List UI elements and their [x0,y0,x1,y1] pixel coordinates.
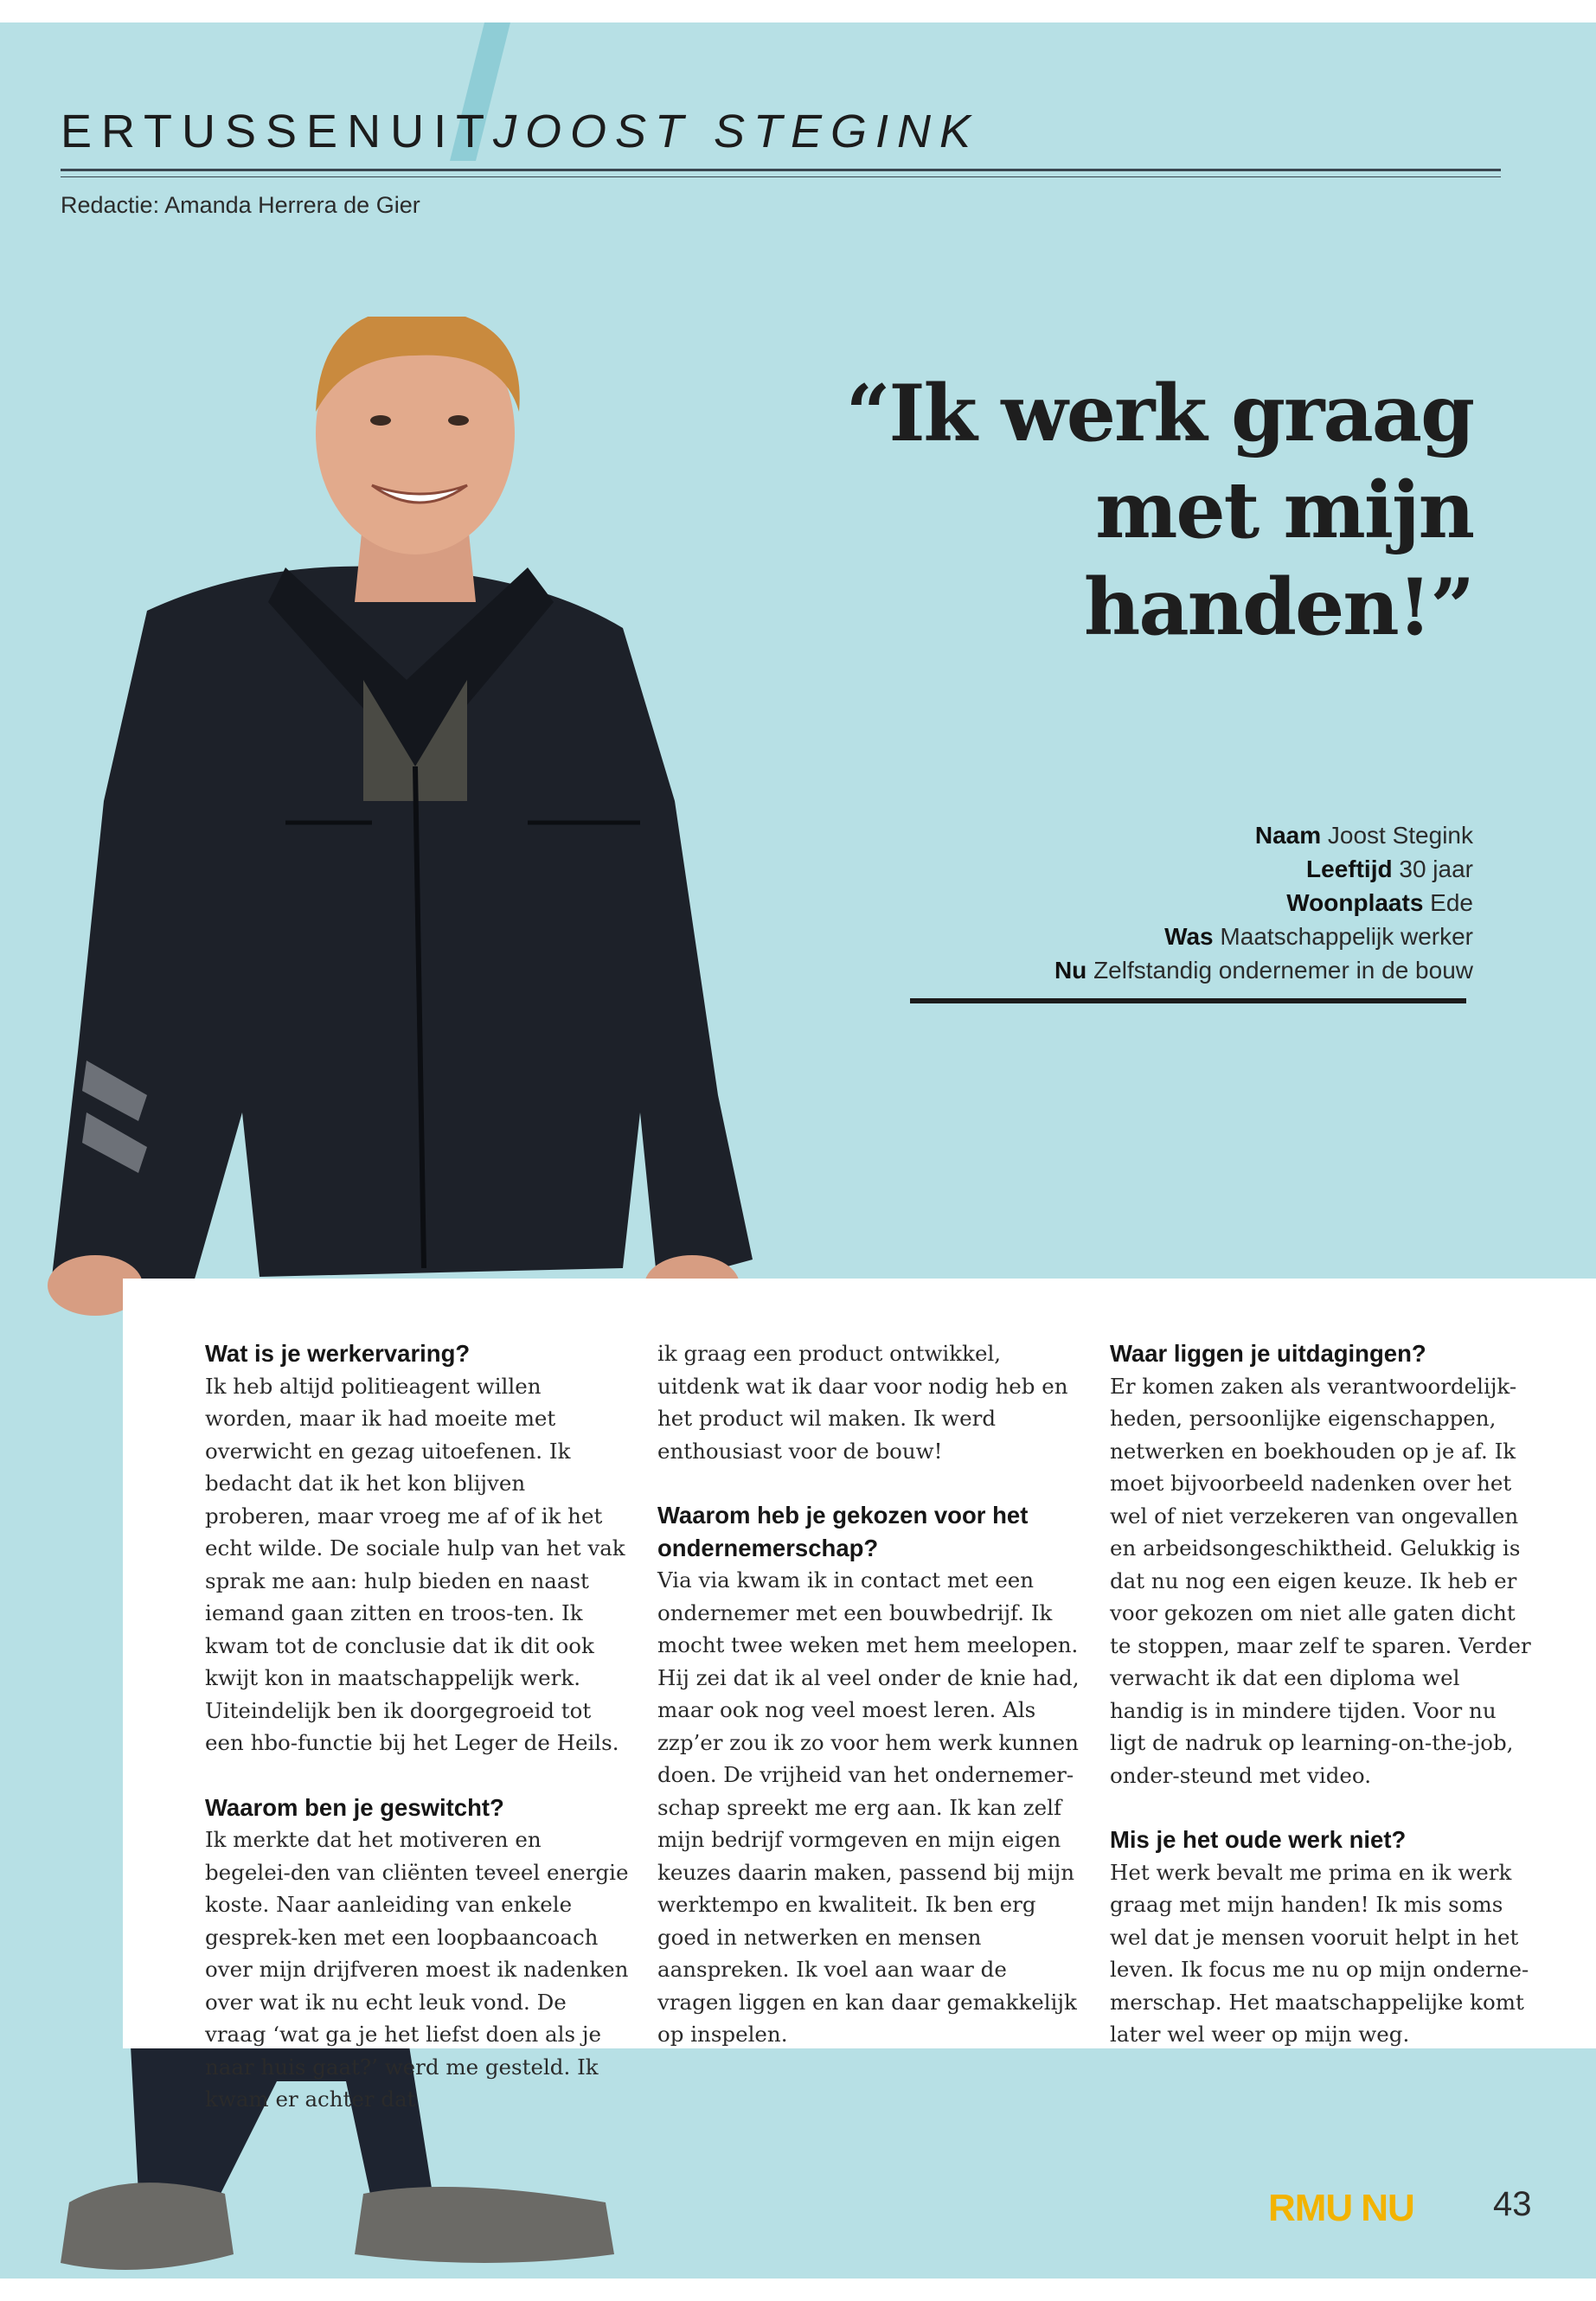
headline-line-1: “Ik werk graag [845,368,1473,459]
profile-row [868,818,1473,852]
answer-text: Ik heb altijd politieagent willen worden, maar ik had moeite met overwicht en gezag uitoefenen. Ik bedacht dat ik het kon blijven proberen, maar vroeg me af of ik het echt wilde. De sociale hulp van het vak sprak me aan: hulp bieden en naast iemand gaan zitten en troos-ten. Ik kwam tot de conclusie dat ik dit ook kwijt kon in maatschappelijk werk. Uiteindelijk ben ik doorgegroeid tot een hbo-functie bij het Leger de Heils. [205,1373,625,1755]
answer-text: Ik merkte dat het motiveren en begelei-den van cliënten teveel energie koste. Naar aanleiding van enkele gesprek-ken met een loopbaancoach over mijn drijfveren moest ik nadenken over wat ik nu echt leuk vond. De vraag ‘wat ga je het liefst doen als je naar huis gaat?’ werd me gesteld. Ik kwam er achter dat [205,1827,629,2112]
question-heading: Wat is je werkervaring? [205,1340,471,1367]
question-heading: Mis je het oude werk niet? [1110,1826,1407,1853]
answer-text-continued: ik graag een product ontwikkel, uitdenk wat ik daar voor nodig heb en het product wil maken. Ik werd enthousiast voor de bouw! [657,1341,1068,1464]
interview-article [123,1279,1596,2112]
article-subject-name: JOOST STEGINK [493,106,980,157]
profile-row [868,920,1473,953]
article-column-2 [657,1337,1081,2051]
profile-label: Nu [1054,957,1087,984]
profile-row [868,852,1473,886]
profile-value: Maatschappelijk werker [1220,923,1473,950]
article-column-3 [1110,1337,1534,2051]
byline: Redactie: Amanda Herrera de Gier [61,192,420,218]
profile-row [868,953,1473,987]
question-heading: Waarom heb je gekozen voor het ondernemerschap? [657,1502,1029,1561]
logo-left-text: RMU [1268,2187,1353,2229]
header-rule [61,169,1501,171]
profile-rule [910,998,1466,1003]
header-rule-thin [61,176,1501,177]
article-column-1 [205,1337,629,2116]
magazine-page [0,22,1596,2279]
logo-right-text: NU [1361,2187,1414,2229]
headline-quote [695,365,1473,656]
page-number: 43 [1493,2185,1532,2223]
answer-text: Het werk bevalt me prima en ik werk graag met mijn handen! Ik mis soms wel dat je mensen vooruit helpt in het leven. Ik focus me nu op mijn onderne-merschap. Het maatschappelijke komt later wel weer op mijn weg. [1110,1859,1529,2047]
question-heading: Waarom ben je geswitcht? [205,1793,504,1821]
profile-value: Zelfstandig ondernemer in de bouw [1093,957,1473,984]
profile-facts [868,818,1473,987]
profile-value: 30 jaar [1399,856,1473,882]
profile-row [868,886,1473,920]
profile-label: Leeftijd [1306,856,1393,882]
profile-value: Joost Stegink [1327,822,1473,849]
profile-label: Woonplaats [1286,889,1424,916]
magazine-logo [1268,2187,1414,2230]
headline-line-2: met mijn handen!” [1083,465,1473,653]
profile-label: Was [1164,923,1214,950]
question-heading: Waar liggen je uitdagingen? [1110,1340,1426,1367]
section-title: ERTUSSENUIT [61,106,495,157]
profile-label: Naam [1254,822,1322,849]
answer-text: Er komen zaken als verantwoordelijk-heden, persoonlijke eigenschappen, netwerken en boekhouden op je af. Ik moet bijvoorbeeld nadenken over het wel of niet verzekeren van ongevallen en arbeidsongeschiktheid. Gelukkig is dat nu nog een eigen keuze. Ik heb er voor gekozen om niet alle gaten dicht te stoppen, maar zelf te sparen. Verder verwacht ik dat een diploma wel handig is in mindere tijden. Voor nu ligt de nadruk op learning-on-the-job, onder-steund met video. [1110,1373,1531,1788]
profile-value: Ede [1430,889,1473,916]
answer-text: Via via kwam ik in contact met een ondernemer met een bouwbedrijf. Ik mocht twee weken met hem meelopen. Hij zei dat ik al veel onder de knie had, maar ook nog veel moest leren. Als zzp’er zou ik zo voor hem werk kunnen doen. De vrijheid van het ondernemer-schap spreekt me erg aan. Ik kan zelf mijn bedrijf vormgeven en mijn eigen keuzes daarin maken, passend bij mijn werktempo en kwaliteit. Ik ben erg goed in netwerken en mensen aanspreken. Ik voel aan waar de vragen liggen en kan daar gemakkelijk op inspelen. [657,1567,1080,2047]
